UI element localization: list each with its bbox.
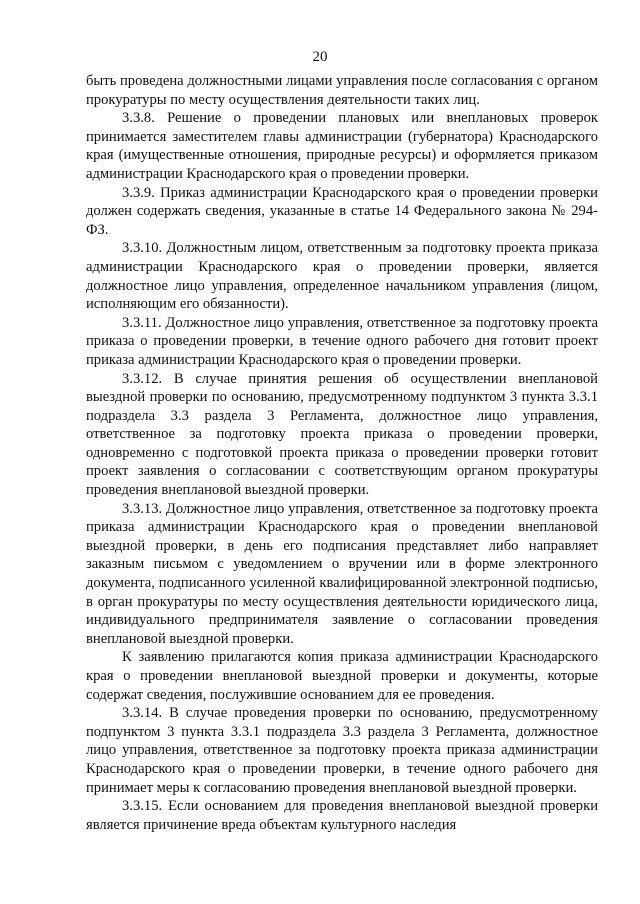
document-body xyxy=(86,72,598,834)
paragraph-attachment: К заявлению прилагаются копия приказа администрации Краснодарского края о проведении внеплановой выездной проверки и документы, которые содержат сведения, послужившие основанием для ее проведения. xyxy=(86,649,598,703)
paragraph-3-3-13: 3.3.13. Должностное лицо управления, ответственное за подготовку проекта приказа администрации Краснодарского края о проведении внеплановой выездной проверки, в день его подписания представляет либо направляет заказным письмом с уведомлением о вручении или в форме электронного документа, подписанного усиленной квалифицированной электронной подписью, в орган прокуратуры по месту осуществления деятельности юридического лица, индивидуального предпринимателя заявление о согласовании проведения внеплановой выездной проверки. xyxy=(86,500,598,647)
paragraph-3-3-12: 3.3.12. В случае принятия решения об осуществлении внеплановой выездной проверки по основанию, предусмотренному подпунктом 3 пункта 3.3.1 подраздела 3.3 раздела 3 Регламента, должностное лицо управления, ответственное за подготовку проекта приказа о проведении проверки, одновременно с подготовкой проекта приказа о проведении проверки готовит проект заявления о согласовании с соответствующим органом прокуратуры проведения внеплановой выездной проверки. xyxy=(86,370,598,499)
paragraph-3-3-14: 3.3.14. В случае проведения проверки по основанию, предусмотренному подпунктом 3 пункта 3.3.1 подраздела 3.3 раздела 3 Регламента, должностное лицо управления, ответственное за подготовку проекта приказа администрации Краснодарского края о проведении проверки, в течение одного рабочего дня принимает меры к согласованию проведения внеплановой выездной проверки. xyxy=(86,705,598,796)
paragraph-3-3-9: 3.3.9. Приказ администрации Краснодарского края о проведении проверки должен содержать сведения, указанные в статье 14 Федерального закона № 294-ФЗ. xyxy=(86,184,598,238)
paragraph-3-3-8: 3.3.8. Решение о проведении плановых или внеплановых проверок принимается заместителем главы администрации (губернатора) Краснодарского края (имущественные отношения, природные ресурсы) и оформляется приказом администрации Краснодарского края о проведении проверки. xyxy=(86,110,598,182)
paragraph-3-3-10: 3.3.10. Должностным лицом, ответственным за подготовку проекта приказа администрации Краснодарского края о проведении проверки, является должностное лицо управления, определенное начальником управления (лицом, исполняющим его обязанности). xyxy=(86,240,598,313)
paragraph-continuation: быть проведена должностными лицами управления после согласования с органом прокуратуры по месту осуществления деятельности таких лиц. xyxy=(86,73,598,108)
paragraph-3-3-11: 3.3.11. Должностное лицо управления, ответственное за подготовку проекта приказа о проведении проверки, в течение одного рабочего дня готовит проект приказа администрации Краснодарского края о проведении проверки. xyxy=(86,314,598,368)
page-number: 20 xyxy=(312,49,328,65)
paragraph-3-3-15: 3.3.15. Если основанием для проведения внеплановой выездной проверки является причинение вреда объектам культурного наследия xyxy=(86,798,598,833)
